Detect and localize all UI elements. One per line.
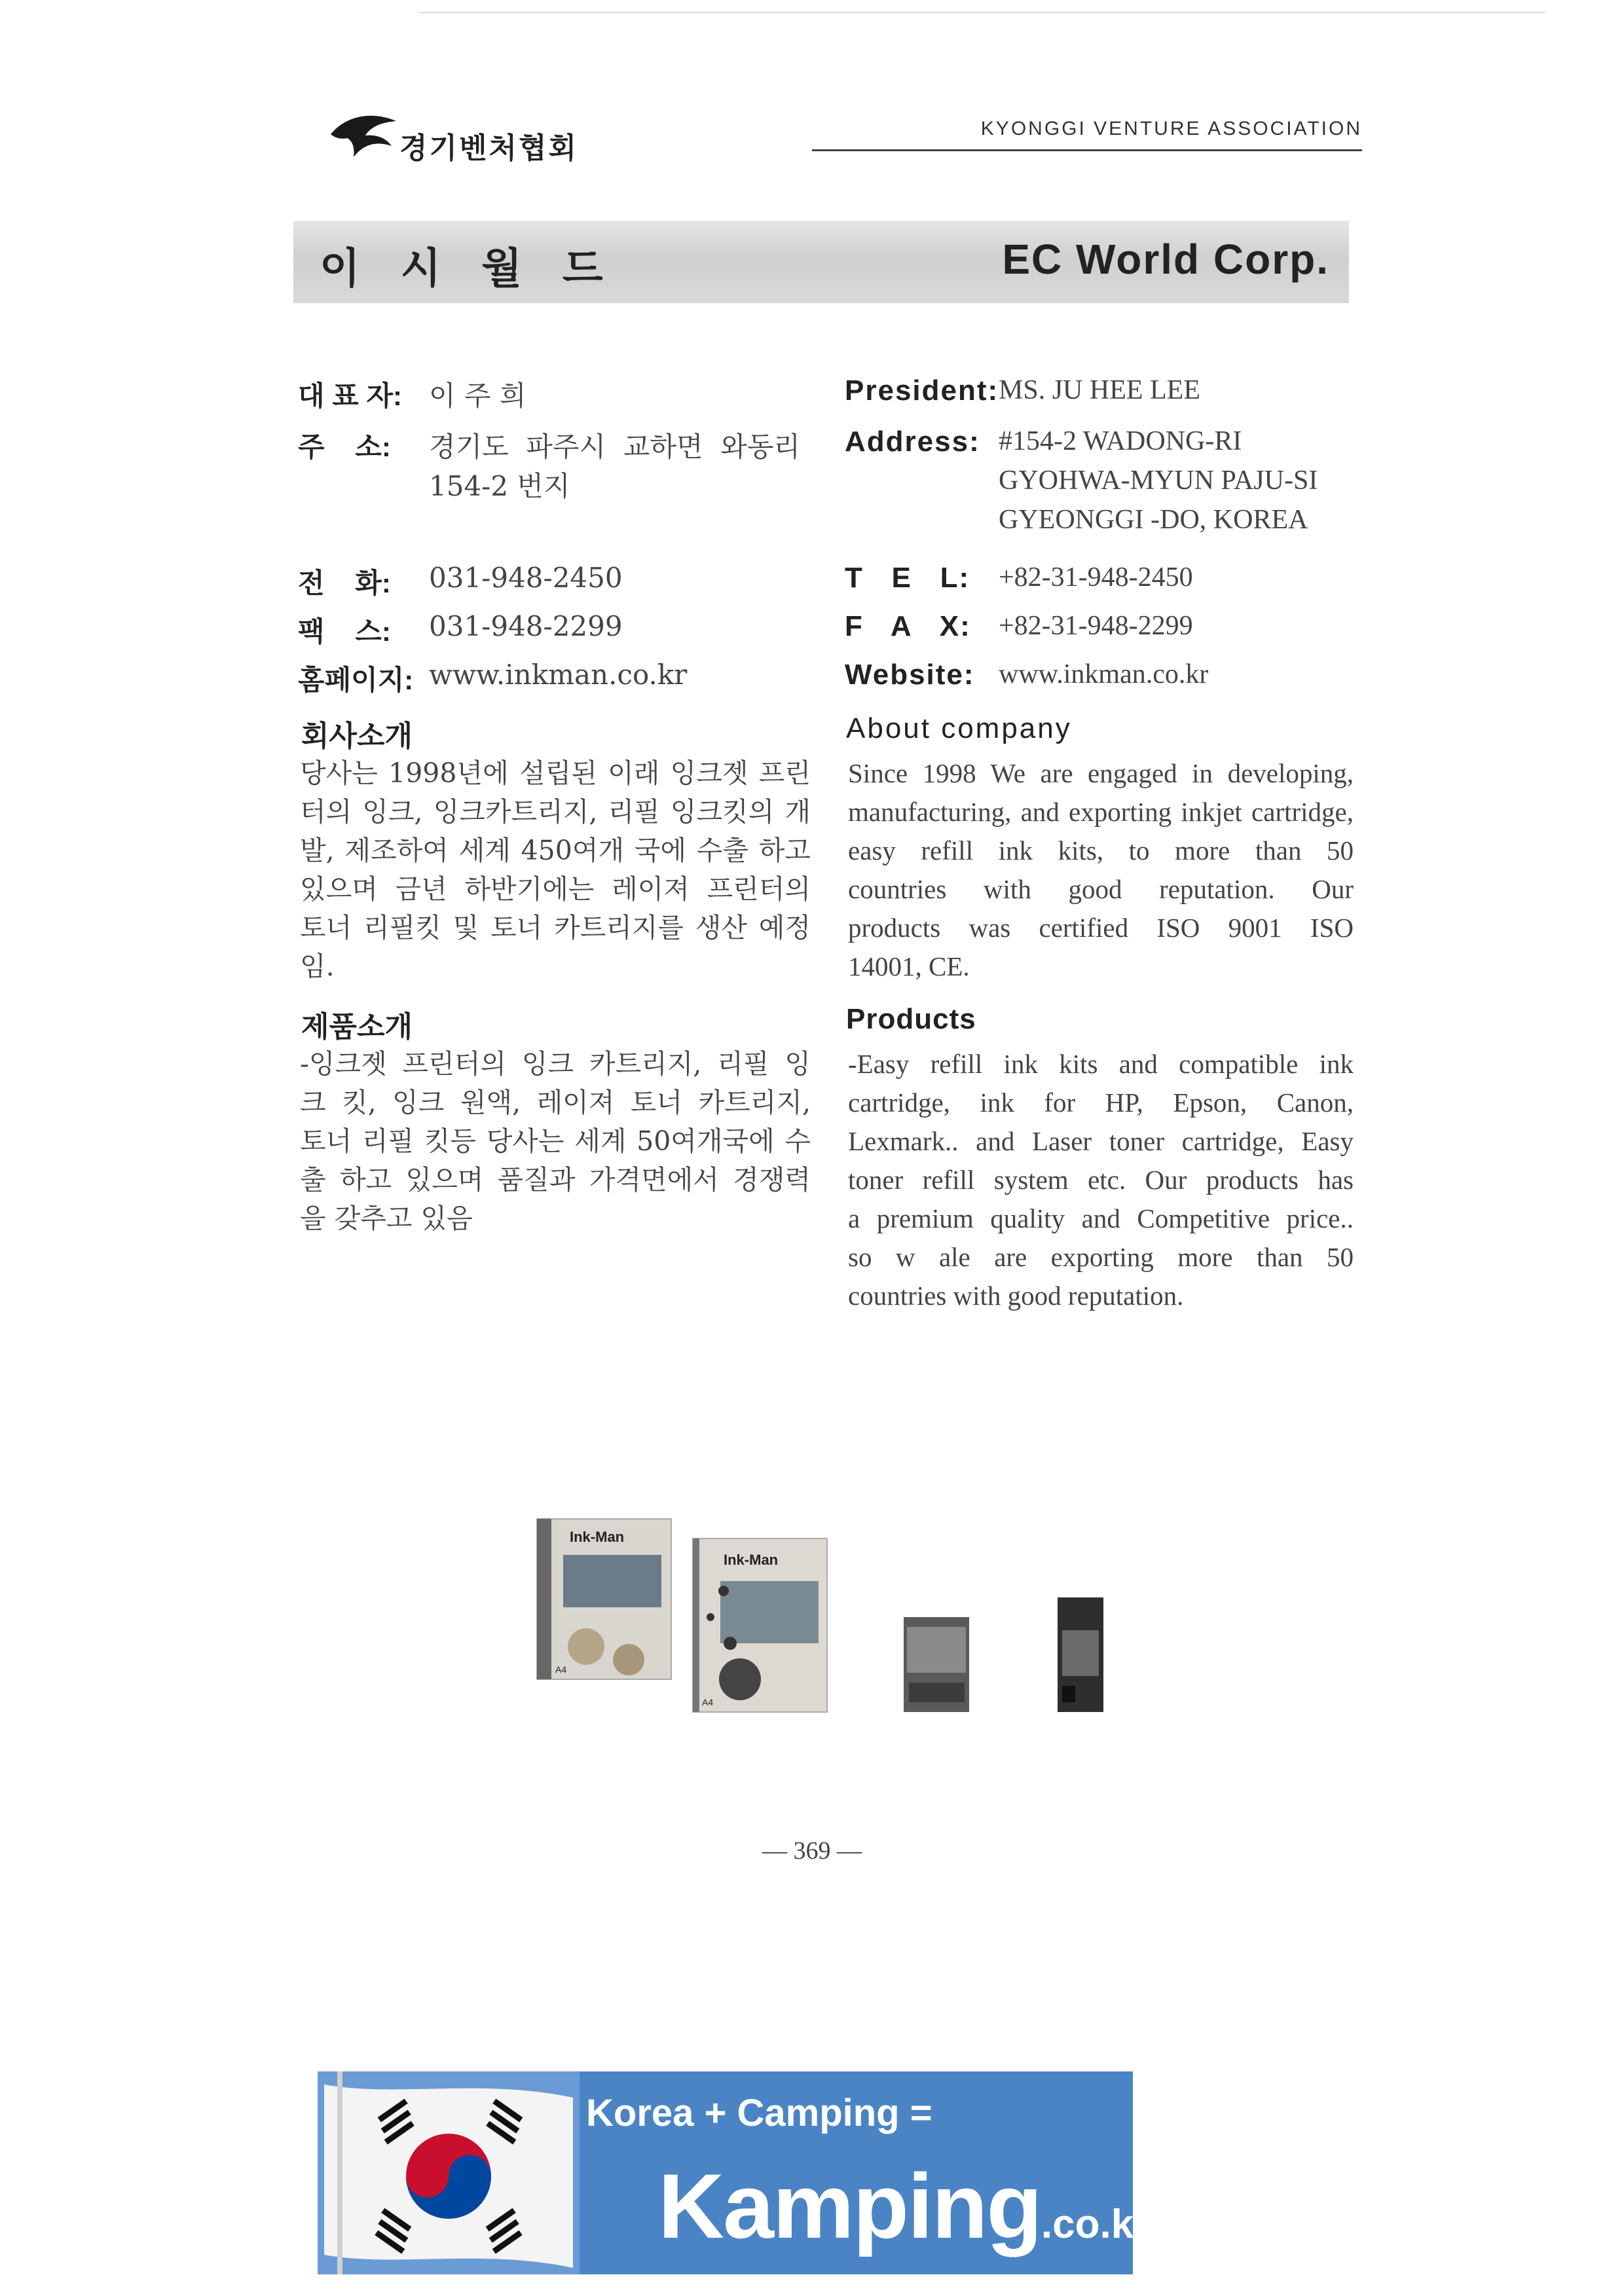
products-line-en: toner refill system etc. Our products has (848, 1165, 1354, 1195)
fax-value-kr: 031-948-2299 (429, 610, 623, 642)
products-line-en: a premium quality and Competitive price.. (848, 1203, 1354, 1233)
president-value-kr: 이 주 희 (429, 380, 526, 412)
ad-domain-suffix: .co.kr (1041, 2202, 1150, 2247)
korean-flag-icon (318, 2071, 580, 2274)
products-line-kr: -잉크젯 프린터의 잉크 카트리지, 리필 잉 (300, 1048, 811, 1080)
address-line2-en: GYOHWA-MYUN PAJU-SI (999, 465, 1318, 496)
products-line-kr: 크 킷, 잉크 원액, 레이져 토너 카트리지, (300, 1087, 811, 1118)
box2-size: A4 (702, 1697, 714, 1707)
president-label-en: President: (845, 374, 999, 407)
about-line-en: countries with good reputation. Our (848, 874, 1354, 904)
title-banner (293, 221, 1349, 303)
tel-label-kr: 전 화: (298, 568, 391, 598)
top-rule (419, 12, 1545, 13)
ad-domain (658, 2153, 1149, 2259)
address-line1-kr: 경기도 파주시 교하면 와동리 (429, 431, 800, 463)
about-line-en: Since 1998 We are engaged in developing, (848, 758, 1354, 788)
president-value-en: MS. JU HEE LEE (999, 375, 1200, 405)
toner-cartridge-image (1058, 1597, 1103, 1712)
association-name: KYONGGI VENTURE ASSOCIATION (980, 118, 1362, 139)
tel-value-kr: 031-948-2450 (429, 562, 623, 594)
products-line-en: Lexmark.. and Laser toner cartridge, Easy (848, 1126, 1354, 1156)
about-line-en: easy refill ink kits, to more than 50 (848, 835, 1354, 866)
paper-box-2-image (693, 1539, 827, 1712)
swallow-logo-icon (327, 108, 399, 160)
box1-size: A4 (555, 1664, 567, 1675)
about-paragraph-kr (300, 754, 811, 986)
box2-brand: Ink-Man (724, 1552, 779, 1568)
about-line-kr: 토너 리필킷 및 토너 카트리지를 생산 예정임. (300, 912, 811, 982)
about-heading-kr: 회사소개 (301, 720, 413, 752)
ad-domain-main: Kamping (658, 2155, 1041, 2257)
address-label-en: Address: (845, 426, 980, 458)
about-line-en: 14001, CE. (848, 951, 970, 981)
about-line-en: products was certified ISO 9001 ISO (848, 913, 1354, 943)
products-heading-en: Products (846, 1003, 976, 1035)
about-line-kr: 터의 잉크, 잉크카트리지, 리필 잉크킷의 개 (300, 796, 811, 828)
page-number: — 369 — (762, 1837, 862, 1865)
products-heading-kr: 제품소개 (301, 1011, 413, 1043)
address-line1-en: #154-2 WADONG-RI (999, 426, 1242, 456)
president-label-kr: 대 표 자: (298, 380, 403, 411)
tel-value-en: +82-31-948-2450 (999, 562, 1193, 592)
about-heading-en: About company (846, 712, 1072, 744)
products-line-kr: 토너 리필 킷등 당사는 세계 50여개국에 수 (300, 1125, 811, 1157)
homepage-value-kr[interactable]: www.inkman.co.kr (429, 659, 688, 691)
products-line-kr: 을 갖추고 있음 (300, 1203, 473, 1234)
tel-label-en: T E L: (845, 562, 970, 594)
fax-label-en: F A X: (845, 610, 971, 642)
box1-brand: Ink-Man (570, 1529, 625, 1545)
brand-name: 경기벤처협회 (399, 132, 579, 164)
products-line-kr: 출 하고 있으며 품질과 가격면에서 경쟁력 (300, 1164, 811, 1195)
about-line-kr: 발, 제조하여 세계 450여개 국에 수출 하고 (300, 835, 811, 866)
address-label-kr: 주 소: (298, 431, 391, 462)
company-name-english: EC World Corp. (1002, 236, 1329, 283)
products-line-en: cartridge, ink for HP, Epson, Canon, (848, 1087, 1354, 1118)
about-line-kr: 당사는 1998년에 설립된 이래 잉크젯 프린 (300, 757, 811, 789)
about-paragraph-en (848, 754, 1354, 986)
association-rule (812, 149, 1362, 151)
company-name-korean: 이 시 월 드 (320, 245, 618, 292)
paper-box-1-image (537, 1519, 671, 1679)
products-line-en: -Easy refill ink kits and compatible ink (848, 1049, 1354, 1079)
kamping-banner-ad[interactable] (318, 2071, 1150, 2274)
website-value-en[interactable]: www.inkman.co.kr (999, 659, 1209, 689)
products-paragraph-en (848, 1045, 1354, 1315)
cartridge-package-image (904, 1617, 969, 1712)
products-paragraph-kr (300, 1045, 811, 1238)
homepage-label-kr: 홈페이지: (298, 665, 414, 695)
products-line-en: countries with good reputation. (848, 1281, 1184, 1311)
about-line-en: manufacturing, and exporting inkjet cartridge, (848, 797, 1354, 827)
website-label-en: Website: (845, 659, 975, 691)
address-line3-en: GYEONGGI -DO, KOREA (999, 505, 1308, 535)
about-line-kr: 있으며 금년 하반기에는 레이져 프린터의 (300, 873, 811, 905)
ad-tagline: Korea + Camping = (586, 2092, 932, 2134)
product-photo (524, 1519, 1113, 1735)
fax-value-en: +82-31-948-2299 (999, 611, 1193, 641)
address-line2-kr: 154-2 번지 (429, 470, 570, 502)
products-line-en: so w ale are exporting more than 50 (848, 1242, 1354, 1272)
fax-label-kr: 팩 스: (298, 616, 391, 647)
